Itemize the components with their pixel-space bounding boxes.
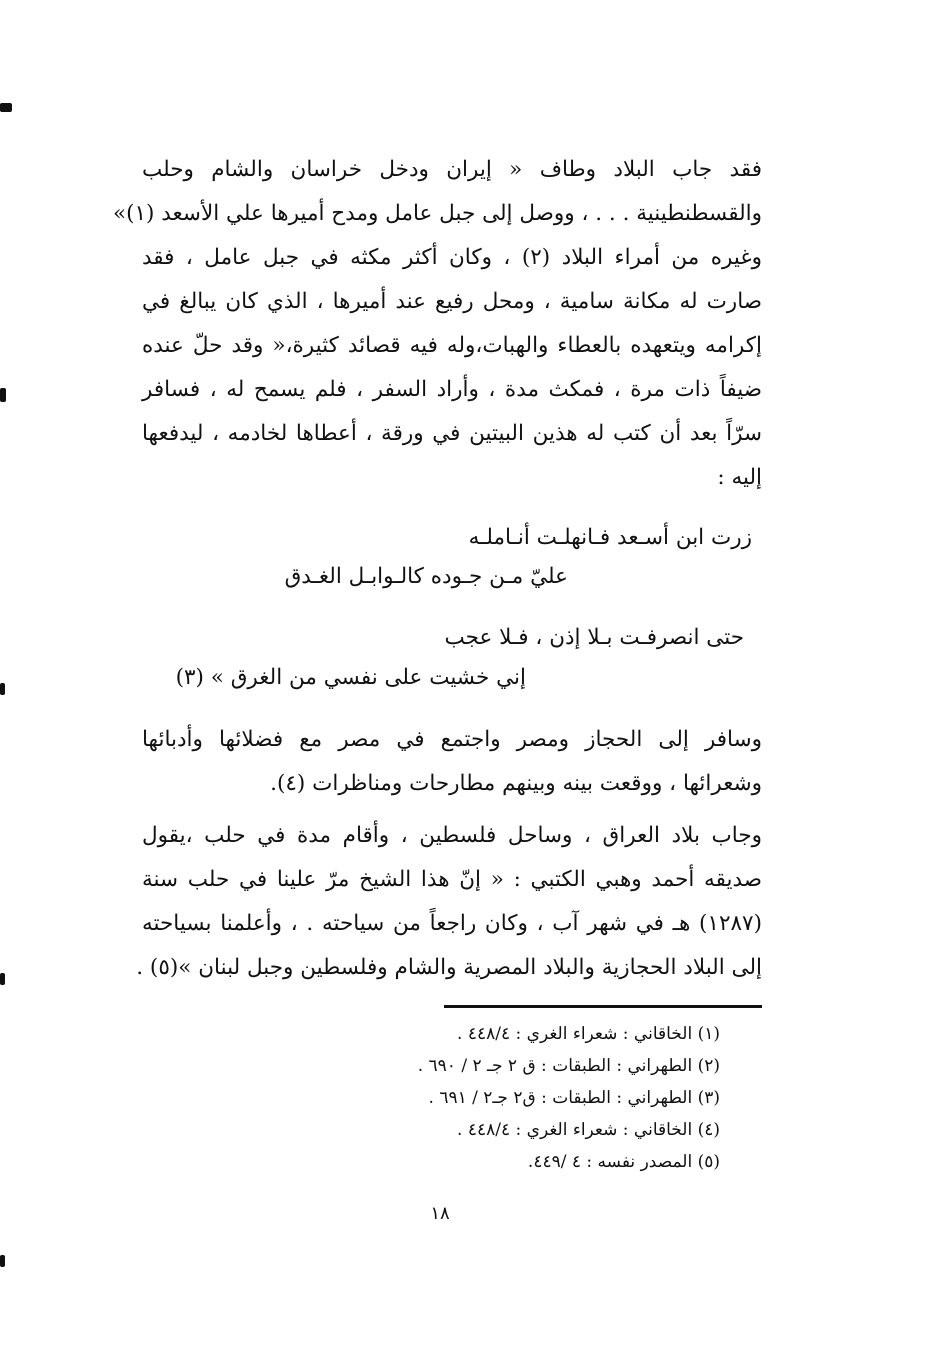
scan-mark	[0, 103, 12, 112]
verse-line: زرت ابن أسـعد فـانهلـت أنـاملـه	[468, 525, 752, 550]
text-line: والقسطنطينية . . . ، ووصل إلى جبل عامل ومدح أميرها علي الأسعد (١)»	[112, 201, 762, 226]
text-line: وجاب بلاد العراق ، وساحل فلسطين ، وأقام مدة في حلب ،يقول	[142, 823, 762, 848]
footnotes	[300, 1018, 720, 1178]
text-line: صارت له مكانة سامية ، ومحل رفيع عند أميرها ، الذي كان يبالغ في	[142, 289, 762, 314]
footnote-2: (٢) الطهراني : الطبقات : ق ٢ جـ ٢ / ٦٩٠ .	[417, 1056, 720, 1076]
text-line: فقد جاب البلاد وطاف « إيران ودخل خراسان والشام وحلب	[142, 157, 762, 182]
paragraph-3	[136, 814, 762, 992]
text-line: سرّاً بعد أن كتب له هذين البيتين في ورقة ، أعطاها لخادمه ، ليدفعها	[142, 421, 762, 446]
text-line: وسافر إلى الحجاز ومصر واجتمع في مصر مع فضلائها وأدبائها	[142, 727, 762, 752]
text-line: صديقه أحمد وهبي الكتبي : « إنّ هذا الشيخ مرّ علينا في حلب سنة	[142, 867, 762, 892]
text-line: (١٢٨٧) هـ في شهر آب ، وكان راجعاً من سياحته . ، وأعلمنا بسياحته	[142, 911, 762, 936]
verse-line: عليّ مـن جـوده كالـوابـل الغـدق	[284, 564, 568, 589]
scan-mark	[0, 388, 6, 402]
verse-line: حتى انصرفـت بـلا إذن ، فـلا عجب	[444, 625, 744, 650]
page-number: ١٨	[430, 1203, 450, 1224]
text-line: إكرامه ويتعهده بالعطاء والهبات،وله فيه قصائد كثيرة،« وقد حلّ عنده	[142, 333, 762, 358]
scan-mark	[0, 1255, 5, 1267]
footnote-3: (٣) الطهراني : الطبقات : ق٢ جـ٢ / ٦٩١ .	[428, 1088, 720, 1108]
footnote-1: (١) الخاقاني : شعراء الغري : ٤٤٨/٤ .	[457, 1024, 720, 1044]
verse-line: إني خشيت على نفسي من الغرق » (٣)	[175, 665, 526, 690]
footnote-divider	[444, 1005, 762, 1008]
footnote-5: (٥) المصدر نفسه : ٤ /٤٤٩.	[527, 1152, 720, 1172]
paragraph-1	[112, 148, 762, 500]
text-line: وشعرائها ، ووقعت بينه وبينهم مطارحات ومناظرات (٤).	[270, 771, 762, 796]
text-line: ضيفاً ذات مرة ، فمكث مدة ، وأراد السفر ، فلم يسمح له ، فسافر	[142, 377, 762, 402]
text-line: إليه :	[717, 465, 762, 490]
paragraph-2	[142, 718, 762, 808]
text-line: وغيره من أمراء البلاد (٢) ، وكان أكثر مكثه في جبل عامل ، فقد	[142, 245, 762, 270]
footnote-4: (٤) الخاقاني : شعراء الغري : ٤٤٨/٤ .	[457, 1120, 720, 1140]
text-line: إلى البلاد الحجازية والبلاد المصرية والشام وفلسطين وجبل لبنان »(٥) .	[136, 955, 762, 980]
scan-mark	[0, 973, 5, 985]
scan-mark	[0, 683, 5, 695]
